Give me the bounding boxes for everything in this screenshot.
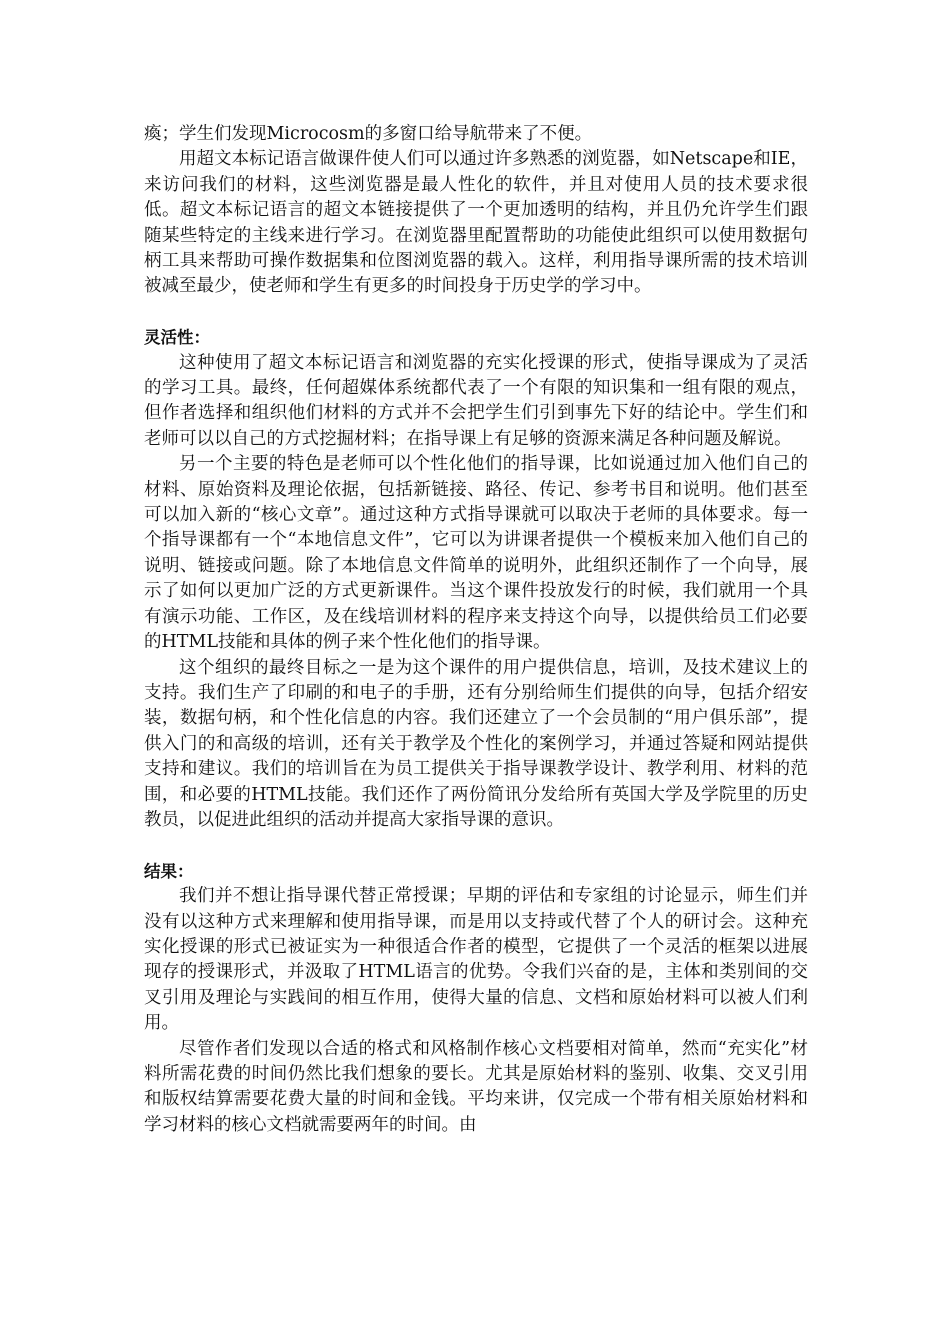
- paragraph-flexibility-2: 另一个主要的特色是老师可以个性化他们的指导课，比如说通过加入他们自己的材料、原始资料及理论依据，包括新链接、路径、传记、参考书目和说明。他们甚至可以加入新的“核心文章”。通过这种方式指导课就可以取决于老师的具体要求。每一个指导课都有一个“本地信息文件”，它可以为讲课者提供一个模板来加入他们自己的说明、链接或问题。除了本地信息文件简单的说明外，此组织还制作了一个向导，展示了如何以更加广泛的方式更新课件。当这个课件投放发行的时候，我们就用一个具有演示功能、工作区，及在线培训材料的程序来支持这个向导，以提供给员工们必要的HTML技能和具体的例子来个性化他们的指导课。: [144, 454, 808, 653]
- document-page: [144, 122, 808, 1138]
- section-heading-flexibility: 灵活性：: [144, 328, 210, 348]
- paragraph-flexibility-3: 这个组织的最终目标之一是为这个课件的用户提供信息，培训，及技术建议上的支持。我们生产了印刷的和电子的手册，还有分别给师生们提供的向导，包括介绍安装，数据句柄，和个性化信息的内容。我们还建立了一个会员制的“用户俱乐部”，提供入门的和高级的培训，还有关于教学及个性化的案例学习，并通过答疑和网站提供支持和建议。我们的培训旨在为员工提供关于指导课教学设计、教学利用、材料的范围，和必要的HTML技能。我们还作了两份简讯分发给所有英国大学及学院里的历史教员，以促进此组织的活动并提高大家指导课的意识。: [144, 657, 808, 830]
- paragraph-results-1: 我们并不想让指导课代替正常授课；早期的评估和专家组的讨论显示，师生们并没有以这种方式来理解和使用指导课，而是用以支持或代替了个人的研讨会。这种充实化授课的形式已被证实为一种很适合作者的模型，它提供了一个灵活的框架以进展现存的授课形式，并汲取了HTML语言的优势。令我们兴奋的是，主体和类别间的交叉引用及理论与实践间的相互作用，使得大量的信息、文档和原始材料可以被人们利用。: [144, 886, 808, 1034]
- paragraph-continuation: 瘓；学生们发现Microcosm的多窗口给导航带来了不便。: [144, 124, 593, 144]
- section-gap: [144, 300, 808, 325]
- section-gap: [144, 833, 808, 858]
- section-heading-results: 结果：: [144, 861, 194, 881]
- paragraph-results-2: 尽管作者们发现以合适的格式和风格制作核心文档要相对简单，然而“充实化”材料所需花费的时间仍然比我们想象的要长。尤其是原始材料的鉴别、收集、交叉引用和版权结算需要花费大量的时间和金钱。平均来讲，仅完成一个带有相关原始材料和学习材料的核心文档就需要两年的时间。由: [144, 1038, 808, 1135]
- paragraph-flexibility-1: 这种使用了超文本标记语言和浏览器的充实化授课的形式，使指导课成为了灵活的学习工具。最终，任何超媒体系统都代表了一个有限的知识集和一组有限的观点，但作者选择和组织他们材料的方式并不会把学生们引到事先下好的结论中。学生们和老师可以以自己的方式挖掘材料；在指导课上有足够的资源来满足各种问题及解说。: [144, 352, 808, 449]
- paragraph-html-courseware: 用超文本标记语言做课件使人们可以通过许多熟悉的浏览器，如Netscape和IE，来访问我们的材料，这些浏览器是最人性化的软件，并且对使用人员的技术要求很低。超文本标记语言的超文本链接提供了一个更加透明的结构，并且仍允许学生们跟随某些特定的主线来进行学习。在浏览器里配置帮助的功能使此组织可以使用数据句柄工具来帮助可操作数据集和位图浏览器的载入。这样，利用指导课所需的技术培训被减至最少，使老师和学生有更多的时间投身于历史学的学习中。: [144, 149, 808, 297]
